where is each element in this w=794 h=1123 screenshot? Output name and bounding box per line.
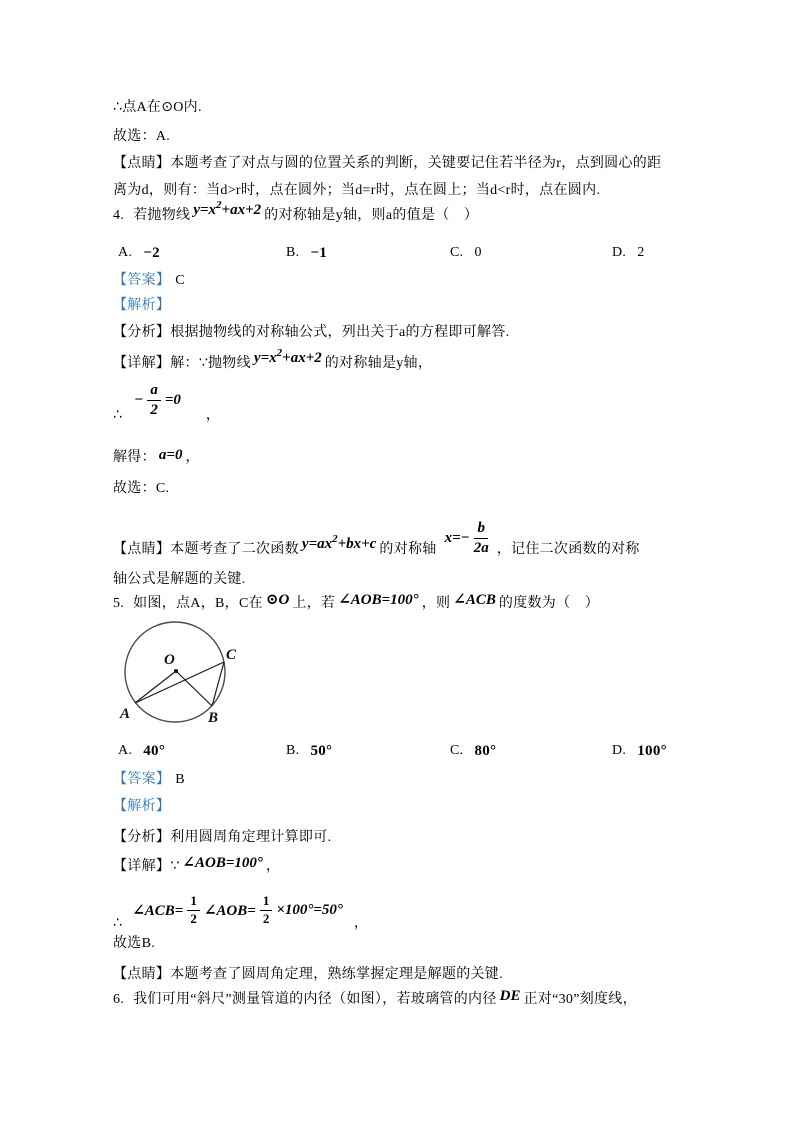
comma: ， [353,916,369,931]
detail-after: 的对称轴是y轴， [324,356,433,371]
q5-stem [113,590,599,612]
fraction-denominator: 2 [150,401,158,418]
axis-head: x=− [444,529,470,546]
minus-sign: − [134,391,144,408]
q5-option-c [450,743,496,759]
prev-note-line1 [113,152,661,172]
q4-stem-after: 的对称轴是y轴，则a的值是（ ） [264,208,479,223]
analysis-label: 【分析】 [113,325,171,340]
note-label: 【点睛】 [113,156,171,171]
center-dot [174,669,178,673]
q5-calculation [132,894,343,926]
q4-note-formula [301,533,377,553]
option-value: 0 [474,245,482,260]
label-o: O [164,652,175,668]
formula-tail: +bx+c [337,536,377,552]
q5-analysis-line [113,826,331,846]
q5-stem-2: 上，若 [292,596,336,611]
fraction-denominator: 2 [262,910,270,926]
analysis-text: 利用圆周角定理计算即可. [170,830,332,845]
solve-label: 解得： [113,450,156,465]
chord-cb [212,662,224,706]
q4-stem [113,200,478,224]
option-label: B. [286,743,300,758]
label-c: C [226,647,237,663]
q5-note-line [113,963,503,983]
q4-detail-line [113,347,433,372]
therefore-symbol: ∴ [113,916,123,931]
q4-solve-line [113,446,200,466]
q4-formula-sup: 2 [216,199,222,211]
analysis-text: 根据抛物线的对称轴公式，列出关于a的方程即可解答. [170,325,510,340]
fraction-denominator: 2a [473,539,489,556]
calc-part: ∠AOB= [203,902,256,919]
note-text: 本题考查了圆周角定理，熟练掌握定理是解题的关键. [170,967,503,982]
option-value: 50° [310,743,333,759]
angle-acb-symbol: ∠ACB [453,592,496,608]
note-text: 本题考查了对点与圆的位置关系的判断，关键要记住若半径为r，点到圆心的距 [170,156,662,171]
fraction-numerator: b [474,520,488,539]
q4-note-line1 [113,512,640,558]
q5-options-row [113,743,733,763]
fraction-denominator: 2 [190,910,197,926]
q4-option-d [612,245,645,261]
label-b: B [208,710,219,726]
q4-formula [193,199,262,219]
q5-circle-diagram [112,616,242,728]
answer-value: C [175,273,185,288]
q6-stem [113,986,637,1008]
option-value: 100° [637,743,667,759]
option-value: −1 [310,245,328,261]
detail-before: 解：∵抛物线 [170,356,251,371]
angle-aob-equation: ∠AOB=100° [338,592,419,608]
q5-option-b [286,743,332,759]
q5-number: 5. [113,596,125,611]
note-label: 【点睛】 [113,542,171,557]
q4-equation-line [113,382,221,424]
analysis-label: 【分析】 [113,830,171,845]
segment-de-symbol: DE [499,988,521,1004]
formula-head: y=ax [301,536,333,552]
formula-tail: +ax+2 [282,350,322,366]
q4-formula-head: y=x [193,202,217,218]
fraction-one-half [260,894,273,926]
fraction-numerator: 1 [187,894,200,910]
note-after: ，记住二次函数的对称 [496,542,640,557]
q4-number: 4. [113,208,125,223]
axis-formula [445,520,491,556]
formula-sup: 2 [276,347,283,359]
prev-note-line2: 离为d，则有：当d>r时，点在圆外；当d=r时，点在圆上；当d<r时，点在圆内. [113,183,601,198]
formula-sup: 2 [332,533,338,545]
q4-formula-tail: +ax+2 [221,202,262,218]
option-label: A. [118,245,133,260]
angle-aob-equation: ∠AOB=100° [182,855,263,871]
q6-number: 6. [113,992,125,1007]
prev-choice: 故选：A. [113,129,171,144]
q4-note-line2: 轴公式是解题的关键. [113,572,246,587]
comma: ， [205,408,221,423]
formula-head: y=x [253,350,277,366]
note-before: 本题考查了二次函数 [170,542,299,557]
prev-conclusion: ∴点A在⊙O内. [113,100,202,115]
q4-detail-formula [253,347,322,367]
q5-stem-4: 的度数为（ ） [498,596,599,611]
q4-answer-line [113,269,185,289]
calc-part: ∠ACB= [132,902,184,919]
therefore-symbol: ∴ [113,408,123,423]
comma: ， [265,859,281,874]
calc-part: ×100°=50° [276,901,343,918]
comma: ， [185,450,200,465]
solve-equation: a=0 [158,447,183,463]
detail-label: 【详解】 [113,859,171,874]
q4-option-c [450,245,482,261]
answer-label: 【答案】 [113,273,171,288]
q4-option-b [286,245,327,261]
note-mid: 的对称轴 [379,542,437,557]
fraction-b-over-2a [474,520,489,556]
fraction-a-over-2 [147,382,161,418]
option-value: −2 [143,245,160,261]
q4-option-a [118,245,160,261]
q4-analysis-line [113,321,509,341]
option-label: C. [450,743,464,758]
q5-option-d [612,743,667,759]
q5-calc-line [113,884,368,932]
q6-stem-1: 我们可用“斜尺”测量管道的内径（如图），若玻璃管的内径 [133,992,497,1007]
q4-options-row [113,245,733,265]
option-label: B. [286,245,300,260]
answer-label: 【答案】 [113,772,171,787]
q5-option-a [118,743,165,759]
fraction-one-half [187,894,200,926]
circle-o-symbol: ⊙O [265,592,290,608]
q4-choice: 故选：C. [113,481,170,496]
q5-choice: 故选B. [113,936,156,951]
option-label: D. [612,743,627,758]
q5-stem-1: 如图，点A，B，C在 [133,596,263,611]
option-value: 2 [637,245,645,260]
chord-ac [135,662,224,703]
q5-stem-3: ，则 [421,596,451,611]
fraction-numerator: a [147,382,161,401]
option-value: 80° [474,743,497,759]
option-label: A. [118,743,133,758]
fraction-numerator: 1 [260,894,273,910]
detail-label: 【详解】 [113,356,171,371]
equation-rhs: =0 [164,391,181,408]
option-value: 40° [143,743,166,759]
q5-answer-line [113,768,185,788]
q4-stem-before: 若抛物线 [133,208,191,223]
label-a: A [120,706,131,722]
because-symbol: ∵ [170,859,180,874]
q4-analysis-header: 【解析】 [113,298,171,313]
q6-stem-2: 正对“30”刻度线， [523,992,637,1007]
answer-value: B [175,772,185,787]
q5-analysis-header: 【解析】 [113,799,171,814]
note-label: 【点睛】 [113,967,171,982]
option-label: D. [612,245,627,260]
q5-detail-line [113,853,280,875]
option-label: C. [450,245,464,260]
q4-equation [134,382,181,418]
